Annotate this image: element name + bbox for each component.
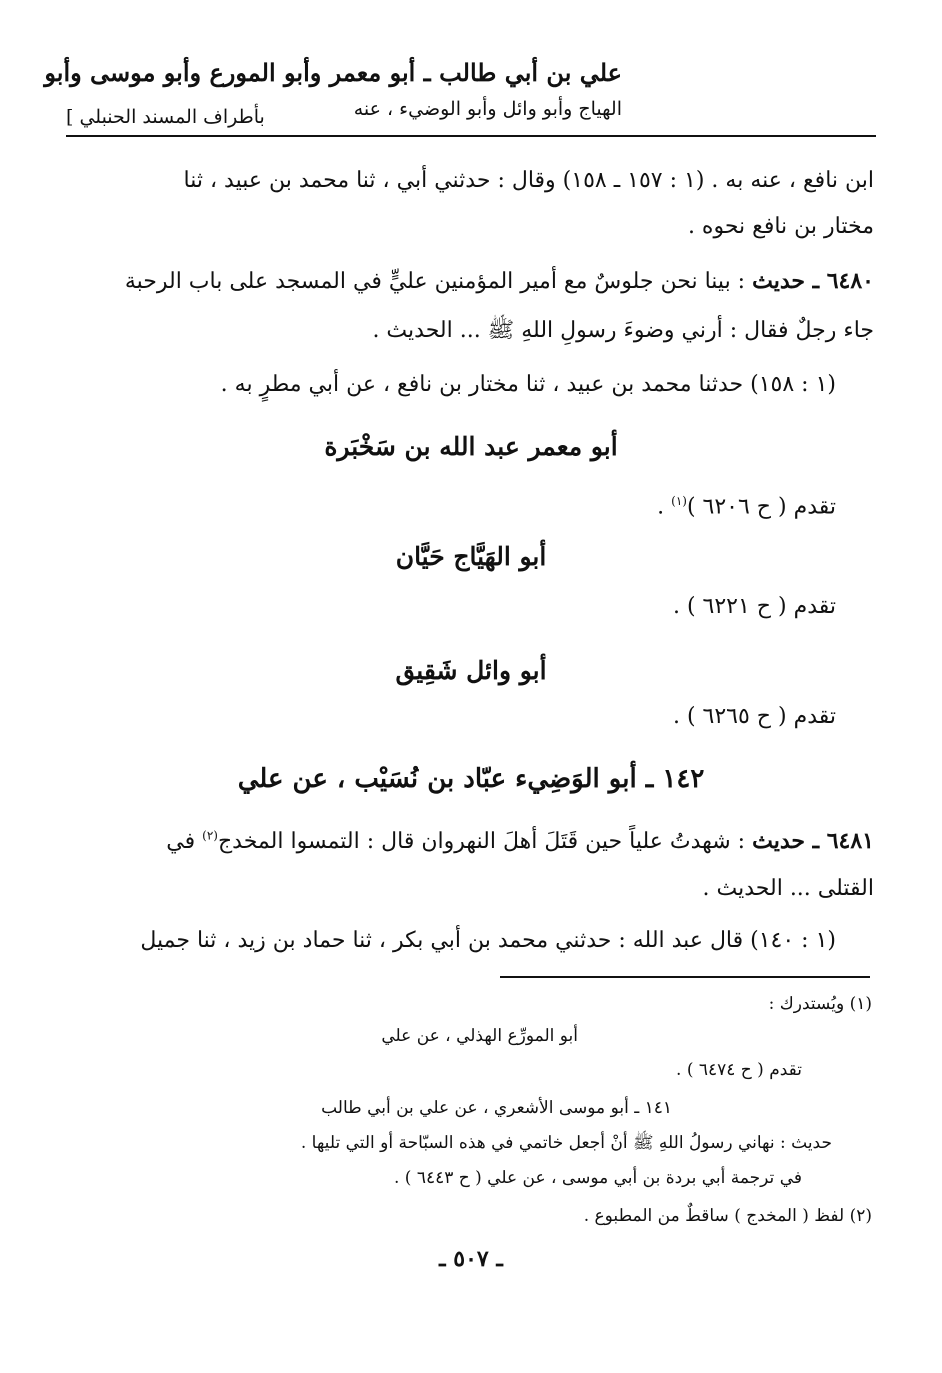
footnote-1-line-2: تقدم ( ح ٦٤٧٤ ) . [676,1060,802,1080]
running-header-subtitle: الهياج وأبو وائل وأبو الوضيء ، عنه [353,98,622,120]
footnote-1-line-3: ١٤١ ـ أبو موسى الأشعري ، عن علي بن أبي طالب [321,1098,672,1118]
footnote-1-label: (١) ويُستدرك : [768,994,872,1014]
hadith-text: : بينا نحن جلوسٌ مع أمير المؤمنين عليٍّ في المسجد على باب الرحبة [124,269,746,294]
hadith-number: ٦٤٨١ ـ حديث [752,828,874,854]
heading-abu-mamar: أبو معمر عبد الله بن سَخْبَرة [324,432,618,461]
hadith-6480 [125,268,874,294]
header-rule [66,135,876,137]
heading-abu-wail: أبو وائل شَقِيق [395,656,547,685]
hadith-6481-source: (١ : ١٤٠) قال عبد الله : حدثني محمد بن أبي بكر ، ثنا حماد بن زيد ، ثنا جميل [140,928,836,953]
heading-abu-hayyaj: أبو الهَيَّاج حَيَّان [395,542,547,571]
ref-abu-mamar [657,494,836,519]
footnote-1-line-4: حديث : نهاني رسولُ اللهِ ﷺ أنْ أجعل خاتمي في هذه السبّاحة أو التي تليها . [300,1133,832,1153]
ref-text: تقدم ( ح ٦٢٠٦ ) [686,494,836,520]
footnote-marker: (١) [671,494,687,508]
ref-end: . [657,494,665,520]
footnote-2: (٢) لفظ ( المخدج ) ساقطٌ من المطبوع . [583,1206,872,1226]
ref-abu-hayyaj: تقدم ( ح ٦٢٢١ ) . [672,594,836,619]
hadith-6480-line-2: جاء رجلٌ فقال : أرني وضوءَ رسولِ اللهِ ﷺ ... الحديث . [372,318,874,343]
page-number: ـ ٥٠٧ ـ [439,1246,503,1272]
running-header-book: بأطراف المسند الحنبلي ] [66,106,265,128]
running-header-title: علي بن أبي طالب ـ أبو معمر وأبو المورع وأبو موسى وأبو [44,58,622,87]
hadith-number: ٦٤٨٠ ـ حديث [752,268,874,294]
footnote-1-line-1: أبو المورِّع الهذلي ، عن علي [381,1026,578,1046]
hadith-6480-source: (١ : ١٥٨) حدثنا محمد بن عبيد ، ثنا مختار بن نافع ، عن أبي مطرٍ به . [220,372,836,397]
body-line-1: ابن نافع ، عنه به . (١ : ١٥٧ ـ ١٥٨) وقال : حدثني أبي ، ثنا محمد بن عبيد ، ثنا [183,168,874,193]
hadith-text-end: في [166,829,196,854]
hadith-6481-line-2: القتلى ... الحديث . [702,876,874,901]
footnote-marker: (٢) [202,828,218,843]
hadith-text: : شهدتُ علياً حين قَتَلَ أهلَ النهروان قال : التمسوا المخدج [217,829,746,854]
hadith-6481 [166,828,874,854]
heading-142: ١٤٢ ـ أبو الوَضِيء عبّاد بن نُسَيْب ، عن علي [237,764,705,794]
ref-abu-wail: تقدم ( ح ٦٢٦٥ ) . [672,704,836,729]
body-line-2: مختار بن نافع نحوه . [687,214,874,239]
footnote-1-line-5: في ترجمة أبي بردة بن أبي موسى ، عن علي ( ح ٦٤٤٣ ) . [393,1168,802,1188]
footnote-rule [500,976,870,978]
